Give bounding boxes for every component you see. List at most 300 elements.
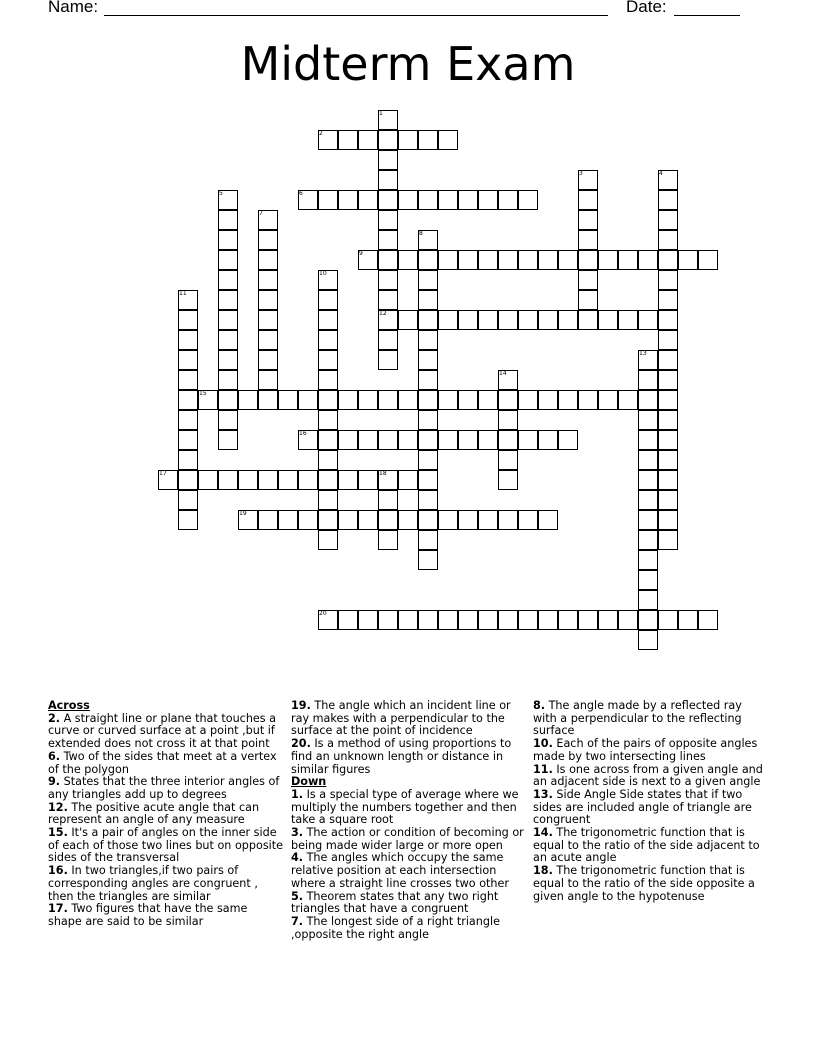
grid-cell[interactable] [418,390,438,410]
grid-cell[interactable] [498,470,518,490]
grid-cell[interactable] [478,430,498,450]
grid-cell[interactable] [438,390,458,410]
grid-cell[interactable] [218,290,238,310]
grid-cell[interactable] [438,190,458,210]
grid-cell[interactable] [418,510,438,530]
grid-cell[interactable] [338,510,358,530]
clue-number: 14. [533,826,553,840]
grid-cell[interactable] [438,310,458,330]
clues-column-3 [533,700,769,903]
grid-cell[interactable] [638,530,658,550]
clue-number: 2. [48,711,61,725]
grid-cell[interactable] [498,250,518,270]
grid-cell[interactable] [338,430,358,450]
grid-cell[interactable] [458,510,478,530]
grid-cell[interactable] [178,510,198,530]
grid-cell[interactable] [418,410,438,430]
grid-cell[interactable] [418,290,438,310]
clue-text: The action or condition of becoming or being made wider large or more open [291,826,524,852]
clue-number: 15. [48,826,68,840]
grid-cell[interactable] [598,250,618,270]
grid-cell[interactable] [378,510,398,530]
grid-cell[interactable] [378,270,398,290]
grid-cell[interactable] [518,250,538,270]
grid-cell[interactable] [518,610,538,630]
grid-cell[interactable] [398,390,418,410]
grid-cell[interactable] [418,350,438,370]
grid-cell[interactable] [378,390,398,410]
clue-number-label: 14 [499,370,507,377]
grid-cell[interactable] [618,390,638,410]
grid-cell[interactable] [638,430,658,450]
grid-cell[interactable] [418,430,438,450]
grid-cell[interactable] [378,350,398,370]
grid-cell[interactable] [318,530,338,550]
grid-cell[interactable] [498,310,518,330]
grid-cell[interactable] [418,130,438,150]
clue-number-label: 4 [659,170,663,177]
clue-item [48,827,284,865]
grid-cell[interactable] [378,150,398,170]
grid-cell[interactable] [318,390,338,410]
grid-cell[interactable] [538,310,558,330]
grid-cell[interactable] [538,430,558,450]
clue-number-label: 6 [299,190,303,197]
grid-cell[interactable] [678,610,698,630]
clue-number-label: 16 [299,430,307,437]
grid-cell[interactable] [658,310,678,330]
grid-cell[interactable] [578,190,598,210]
clue-text: The angle which an incident line or ray makes with a perpendicular to the surface at the point of incidence [291,699,511,738]
grid-cell[interactable] [638,370,658,390]
grid-cell[interactable] [418,250,438,270]
grid-cell[interactable] [658,330,678,350]
clue-number: 5. [291,889,304,903]
grid-cell[interactable] [578,270,598,290]
grid-cell[interactable] [298,510,318,530]
grid-cell[interactable] [658,410,678,430]
grid-cell[interactable] [698,250,718,270]
grid-cell[interactable] [398,470,418,490]
grid-cell[interactable] [318,290,338,310]
grid-cell[interactable] [278,510,298,530]
clue-item [533,789,769,827]
grid-cell[interactable] [498,610,518,630]
grid-cell[interactable] [318,430,338,450]
page-title: Midterm Exam [240,37,576,91]
clue-number: 20. [291,737,311,751]
grid-cell[interactable] [258,370,278,390]
clue-text: In two triangles,if two pairs of corresponding angles are congruent , then the triangles are similar [48,864,258,903]
grid-cell[interactable] [398,250,418,270]
grid-cell[interactable] [258,350,278,370]
grid-cell[interactable] [638,590,658,610]
clue-text: The trigonometric function that is equal to the ratio of the side opposite a given angle to the hypotenuse [533,864,755,903]
grid-cell[interactable] [418,370,438,390]
grid-cell[interactable] [578,310,598,330]
grid-cell[interactable] [658,510,678,530]
clue-item [48,903,284,928]
grid-cell[interactable] [378,190,398,210]
grid-cell[interactable] [218,250,238,270]
clue-number: 10. [533,737,553,751]
grid-cell[interactable] [378,210,398,230]
grid-cell[interactable] [498,510,518,530]
grid-cell[interactable] [578,210,598,230]
grid-cell[interactable] [498,450,518,470]
grid-cell[interactable] [258,290,278,310]
grid-cell[interactable] [318,490,338,510]
grid-cell[interactable] [478,190,498,210]
grid-cell[interactable] [318,350,338,370]
clue-text: The trigonometric function that is equal to the ratio of the side adjacent to an acute angle [533,826,760,865]
grid-cell[interactable] [338,610,358,630]
grid-cell[interactable] [438,510,458,530]
grid-cell[interactable] [438,430,458,450]
grid-cell[interactable] [638,450,658,470]
grid-cell[interactable] [338,470,358,490]
grid-cell[interactable] [498,410,518,430]
grid-cell[interactable] [518,510,538,530]
clue-number-label: 13 [639,350,647,357]
grid-cell[interactable] [658,350,678,370]
clue-text: The positive acute angle that can represent an angle of any measure [48,800,260,827]
grid-cell[interactable] [378,610,398,630]
grid-cell[interactable] [418,310,438,330]
clue-number-label: 10 [319,270,327,277]
grid-cell[interactable] [178,490,198,510]
grid-cell[interactable] [578,290,598,310]
grid-cell[interactable] [538,390,558,410]
grid-cell[interactable] [658,530,678,550]
clue-number: 1. [291,787,304,801]
grid-cell[interactable] [458,390,478,410]
grid-cell[interactable] [478,250,498,270]
grid-cell[interactable] [218,430,238,450]
grid-cell[interactable] [638,390,658,410]
grid-cell[interactable] [378,430,398,450]
grid-cell[interactable] [318,310,338,330]
grid-cell[interactable] [378,530,398,550]
grid-cell[interactable] [698,610,718,630]
grid-cell[interactable] [358,430,378,450]
grid-cell[interactable] [298,390,318,410]
grid-cell[interactable] [438,250,458,270]
clue-number-label: 19 [239,510,247,517]
grid-cell[interactable] [658,450,678,470]
clue-item [533,827,769,865]
grid-cell[interactable] [498,390,518,410]
grid-cell[interactable] [258,470,278,490]
grid-cell[interactable] [398,430,418,450]
grid-cell[interactable] [198,470,218,490]
grid-cell[interactable] [558,430,578,450]
grid-cell[interactable] [578,390,598,410]
clue-text: Side Angle Side states that if two sides are included angle of triangle are congruent [533,787,752,827]
grid-cell[interactable] [418,450,438,470]
grid-cell[interactable] [418,490,438,510]
grid-cell[interactable] [258,310,278,330]
grid-cell[interactable] [318,510,338,530]
grid-cell[interactable] [418,470,438,490]
grid-cell[interactable] [678,250,698,270]
clue-number-label: 9 [359,250,363,257]
grid-cell[interactable] [658,210,678,230]
grid-cell[interactable] [658,470,678,490]
clue-number: 6. [48,749,61,763]
grid-cell[interactable] [638,310,658,330]
grid-cell[interactable] [658,250,678,270]
clue-number: 13. [533,787,553,801]
grid-cell[interactable] [178,450,198,470]
grid-cell[interactable] [558,250,578,270]
grid-cell[interactable] [318,450,338,470]
grid-cell[interactable] [458,610,478,630]
grid-cell[interactable] [298,470,318,490]
grid-cell[interactable] [338,390,358,410]
grid-cell[interactable] [258,230,278,250]
grid-cell[interactable] [218,470,238,490]
grid-cell[interactable] [418,270,438,290]
clue-item [533,865,769,903]
grid-cell[interactable] [238,390,258,410]
grid-cell[interactable] [658,370,678,390]
clue-item [291,700,527,738]
grid-cell[interactable] [398,310,418,330]
grid-cell[interactable] [518,430,538,450]
clue-number-label: 17 [159,470,167,477]
grid-cell[interactable] [398,190,418,210]
grid-cell[interactable] [218,270,238,290]
grid-cell[interactable] [518,190,538,210]
clue-number-label: 15 [199,390,207,397]
grid-cell[interactable] [558,390,578,410]
grid-cell[interactable] [658,390,678,410]
grid-cell[interactable] [318,190,338,210]
grid-cell[interactable] [518,390,538,410]
grid-cell[interactable] [218,370,238,390]
clue-item [533,738,769,763]
clues-column-1 [48,700,284,929]
grid-cell[interactable] [638,410,658,430]
clue-text: Is one across from a given angle and an adjacent side is next to a given angle [533,762,763,789]
grid-cell[interactable] [218,350,238,370]
grid-cell[interactable] [658,490,678,510]
grid-cell[interactable] [238,470,258,490]
grid-cell[interactable] [578,230,598,250]
grid-cell[interactable] [638,470,658,490]
grid-cell[interactable] [378,290,398,310]
grid-cell[interactable] [478,390,498,410]
clue-text: Is a method of using proportions to find an unknown length or distance in similar figures [291,737,512,776]
clue-number: 17. [48,902,68,916]
grid-cell[interactable] [478,510,498,530]
grid-cell[interactable] [278,390,298,410]
grid-cell[interactable] [338,130,358,150]
grid-cell[interactable] [458,250,478,270]
grid-cell[interactable] [178,310,198,330]
grid-cell[interactable] [478,310,498,330]
clues-column-2 [291,700,527,941]
grid-cell[interactable] [438,610,458,630]
grid-cell[interactable] [458,310,478,330]
clue-number-label: 20 [319,610,327,617]
grid-cell[interactable] [618,250,638,270]
grid-cell[interactable] [658,190,678,210]
grid-cell[interactable] [658,230,678,250]
clue-number: 4. [291,851,304,865]
grid-cell[interactable] [278,470,298,490]
grid-cell[interactable] [418,330,438,350]
grid-cell[interactable] [378,130,398,150]
grid-cell[interactable] [598,310,618,330]
clue-text: Each of the pairs of opposite angles made by two intersecting lines [533,737,758,763]
grid-cell[interactable] [478,610,498,630]
clue-item [291,891,527,916]
grid-cell[interactable] [178,330,198,350]
clue-number: 9. [48,775,61,789]
grid-cell[interactable] [578,250,598,270]
clue-number: 16. [48,864,68,878]
clue-text: A straight line or plane that touches a curve or curved surface at a point ,but if extended does not cross it at that point [48,711,277,751]
grid-cell[interactable] [218,210,238,230]
grid-cell[interactable] [658,270,678,290]
clue-number-label: 5 [219,190,223,197]
grid-cell[interactable] [658,610,678,630]
name-label: Name: [48,0,99,16]
grid-cell[interactable] [538,250,558,270]
grid-cell[interactable] [218,330,238,350]
grid-cell[interactable] [378,230,398,250]
clue-item [291,789,527,827]
clue-item [291,852,527,890]
clue-number-label: 3 [579,170,583,177]
grid-cell[interactable] [178,430,198,450]
clue-item [533,764,769,789]
clue-text: Two figures that have the same shape are said to be similar [48,902,248,928]
grid-cell[interactable] [598,390,618,410]
grid-cell[interactable] [358,130,378,150]
clue-number: 11. [533,762,553,776]
clue-number-label: 2 [319,130,323,137]
grid-cell[interactable] [358,190,378,210]
clue-text: The angle made by a reflected ray with a perpendicular to the reflecting surface [533,699,742,738]
grid-cell[interactable] [558,610,578,630]
clue-number-label: 8 [419,230,423,237]
grid-cell[interactable] [358,390,378,410]
grid-cell[interactable] [358,610,378,630]
grid-cell[interactable] [398,510,418,530]
grid-cell[interactable] [578,610,598,630]
grid-cell[interactable] [538,510,558,530]
clue-item [48,713,284,751]
clue-text: Theorem states that any two right triangles that have a congruent [291,889,499,916]
grid-cell[interactable] [638,610,658,630]
grid-cell[interactable] [378,330,398,350]
grid-cell[interactable] [558,310,578,330]
grid-cell[interactable] [338,190,358,210]
grid-cell[interactable] [538,610,558,630]
grid-cell[interactable] [418,550,438,570]
across-heading: Across [48,699,90,712]
grid-cell[interactable] [638,250,658,270]
grid-cell[interactable] [498,430,518,450]
grid-cell[interactable] [518,310,538,330]
grid-cell[interactable] [178,470,198,490]
grid-cell[interactable] [658,290,678,310]
grid-cell[interactable] [258,330,278,350]
clue-number: 19. [291,699,311,712]
grid-cell[interactable] [398,610,418,630]
grid-cell[interactable] [318,470,338,490]
clue-item [48,802,284,827]
grid-cell[interactable] [258,270,278,290]
grid-cell[interactable] [258,390,278,410]
clue-item [48,751,284,776]
grid-cell[interactable] [398,130,418,150]
grid-cell[interactable] [358,510,378,530]
clue-text: States that the three interior angles of any triangles add up to degrees [48,775,280,801]
clue-number-label: 7 [259,210,263,217]
grid-cell[interactable] [638,630,658,650]
clue-item [291,738,527,776]
grid-cell[interactable] [178,410,198,430]
grid-cell[interactable] [458,190,478,210]
grid-cell[interactable] [638,510,658,530]
grid-cell[interactable] [258,250,278,270]
clue-text: Is a special type of average where we multiply the numbers together and then take a square root [291,787,519,827]
grid-cell[interactable] [638,570,658,590]
grid-cell[interactable] [638,550,658,570]
grid-cell[interactable] [258,510,278,530]
grid-cell[interactable] [498,190,518,210]
clue-number-label: 1 [379,110,383,117]
grid-cell[interactable] [318,410,338,430]
clue-number-label: 12 [379,310,387,317]
grid-cell[interactable] [378,250,398,270]
grid-cell[interactable] [658,430,678,450]
grid-cell[interactable] [458,430,478,450]
clue-item [48,776,284,801]
grid-cell[interactable] [318,330,338,350]
grid-cell[interactable] [218,230,238,250]
clue-item [291,827,527,852]
grid-cell[interactable] [378,170,398,190]
clue-number: 12. [48,800,68,814]
grid-cell[interactable] [178,370,198,390]
grid-cell[interactable] [618,310,638,330]
grid-cell[interactable] [218,390,238,410]
grid-cell[interactable] [358,470,378,490]
grid-cell[interactable] [218,410,238,430]
grid-cell[interactable] [378,490,398,510]
clue-item [533,700,769,738]
grid-cell[interactable] [418,610,438,630]
grid-cell[interactable] [218,310,238,330]
grid-cell[interactable] [178,390,198,410]
grid-cell[interactable] [618,610,638,630]
grid-cell[interactable] [598,610,618,630]
grid-cell[interactable] [438,130,458,150]
grid-cell[interactable] [638,490,658,510]
grid-cell[interactable] [178,350,198,370]
grid-cell[interactable] [418,190,438,210]
clue-item [48,865,284,903]
clue-text: Two of the sides that meet at a vertex of the polygon [48,749,277,776]
clue-number: 8. [533,699,546,712]
grid-cell[interactable] [418,530,438,550]
grid-cell[interactable] [318,370,338,390]
